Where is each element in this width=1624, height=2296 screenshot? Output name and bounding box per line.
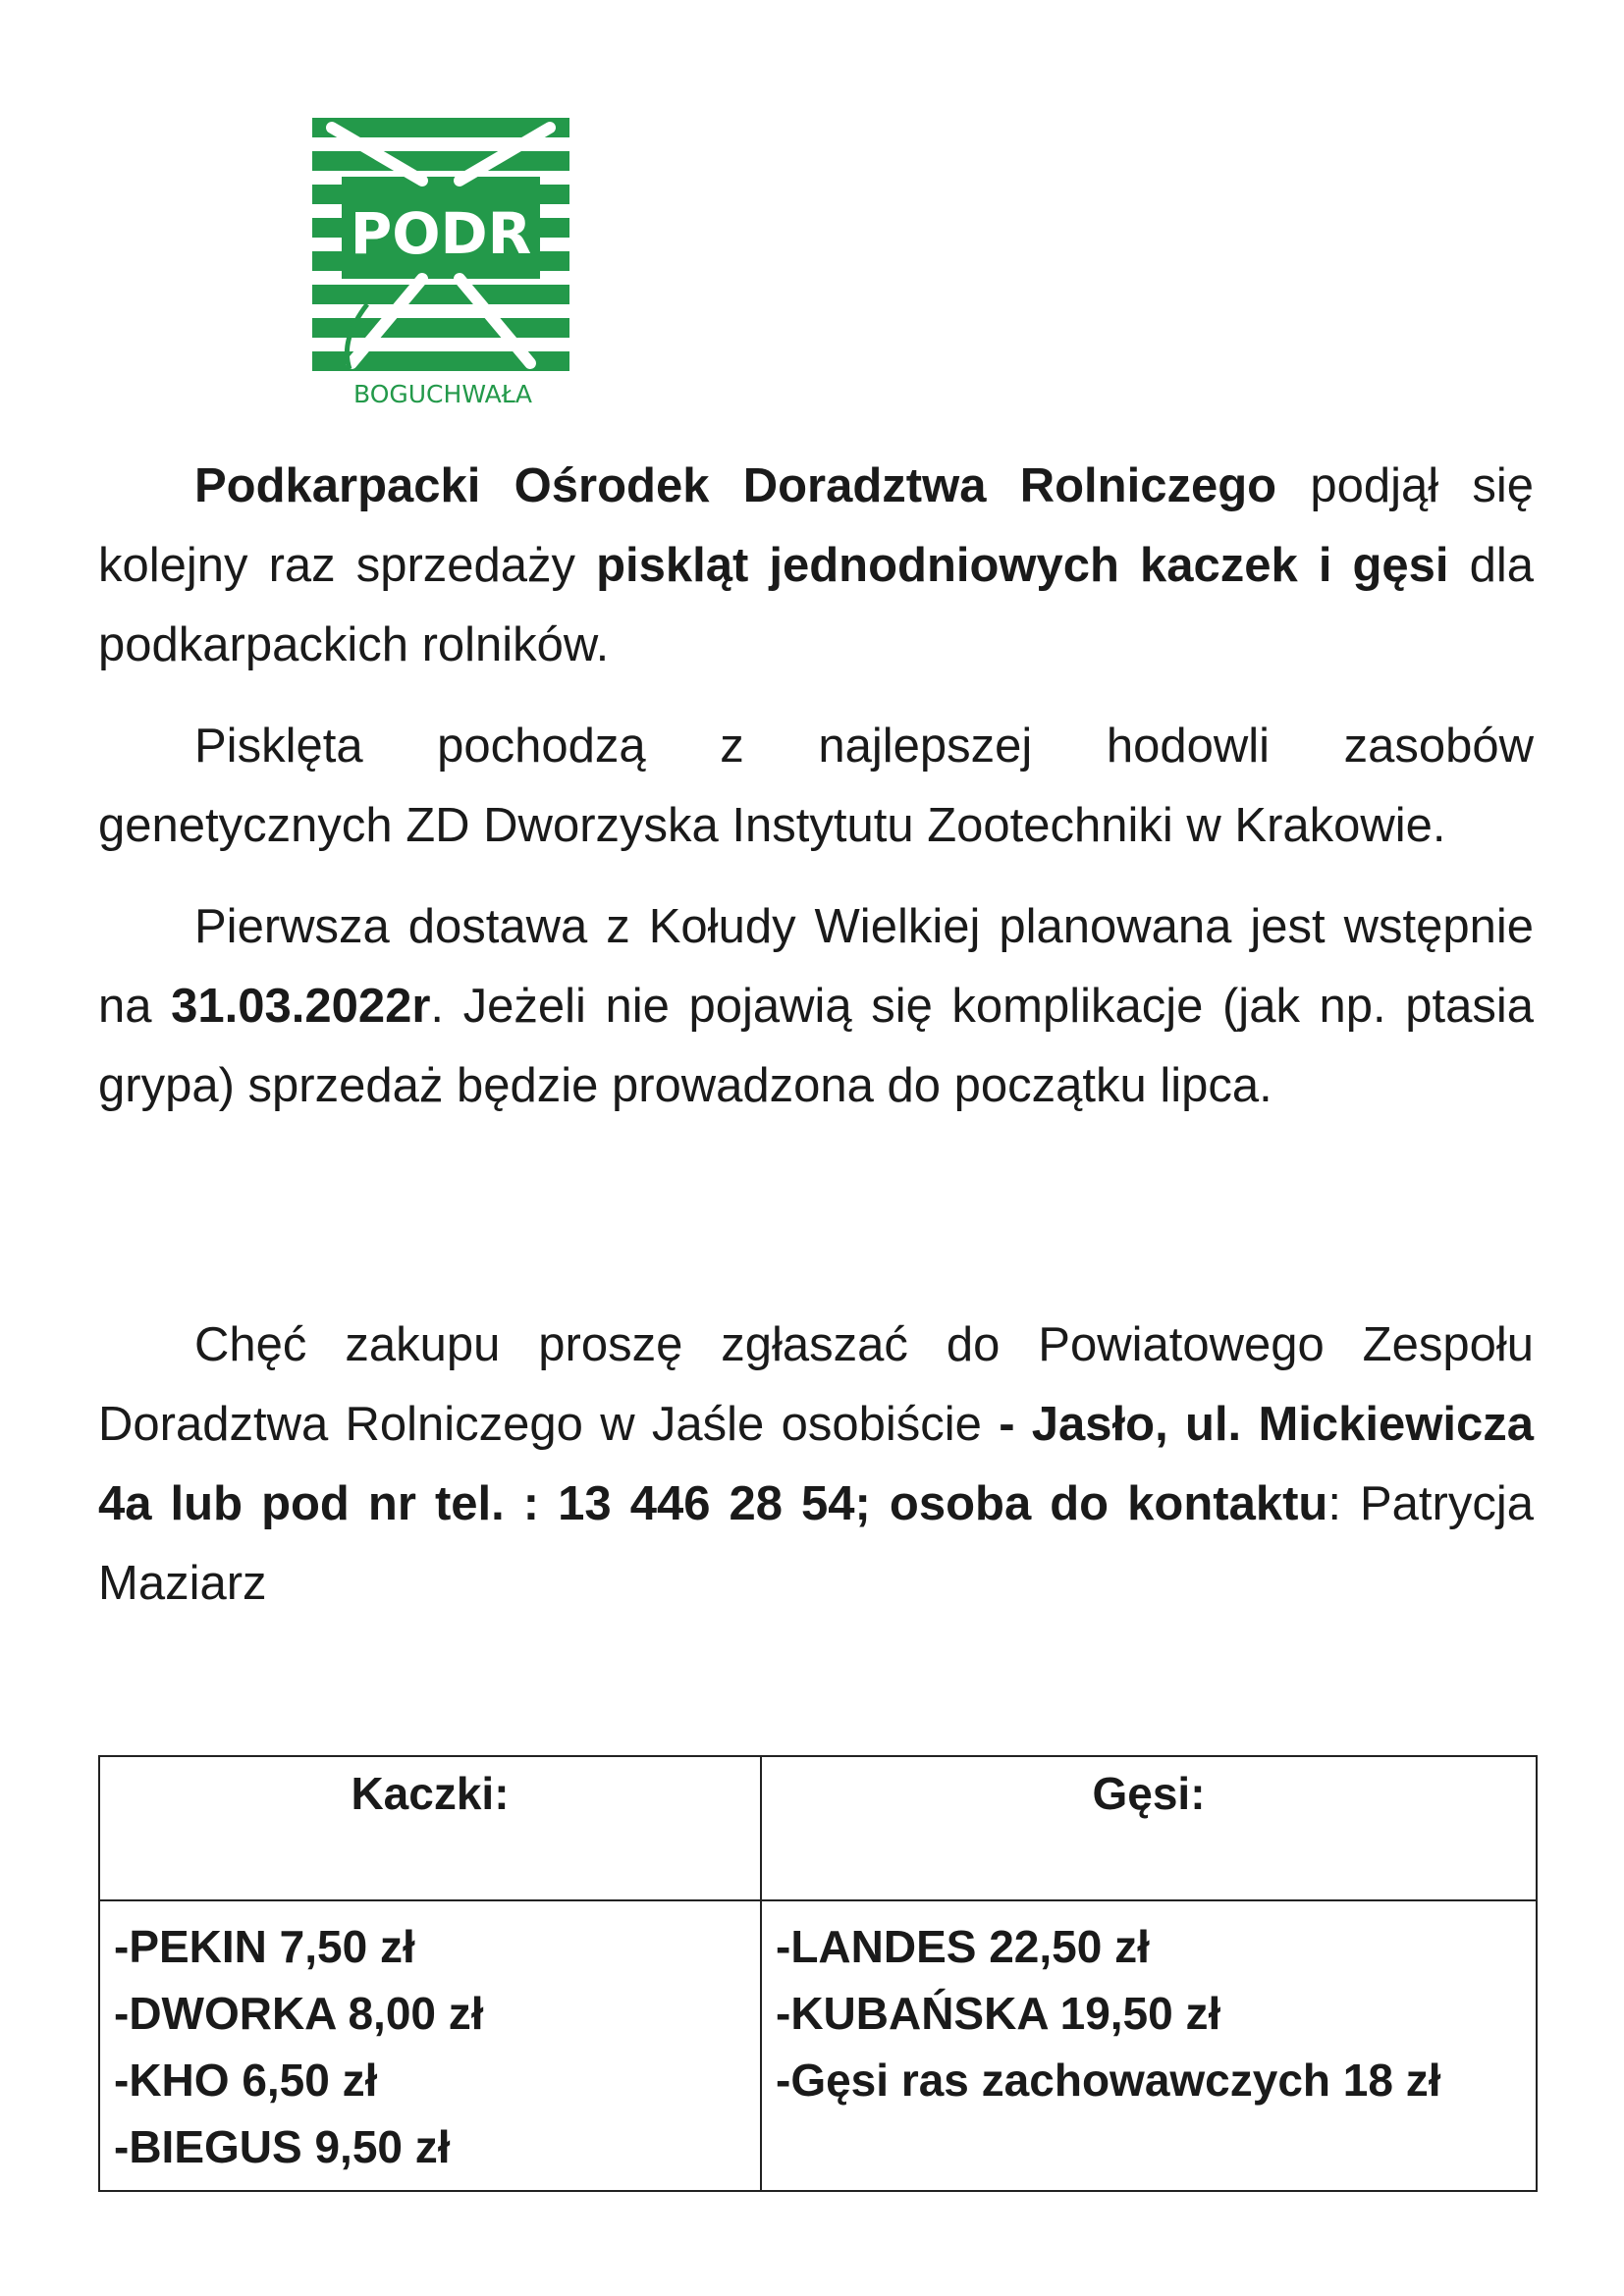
organization-name: Podkarpacki Ośrodek Doradztwa Rolniczego: [194, 459, 1277, 512]
list-item: -KHO 6,50 zł: [114, 2055, 378, 2106]
contact-details: - Jasło, ul. Mickiewicza 4a lub pod nr tel. : 13 446 28 54; osoba do kontaktu: [98, 1398, 1535, 1530]
delivery-paragraph: Pierwsza dostawa z Kołudy Wielkiej planowana jest wstępnie na 31.03.2022r. Jeżeli nie pojawią się komplikacje (jak np. ptasia grypa) sprzedaż będzie prowadzona do początku lipca.: [98, 900, 1534, 1112]
list-item: -LANDES 22,50 zł: [776, 1921, 1150, 1972]
table-header-row: [99, 1756, 1537, 1900]
geese-header: Gęsi:: [761, 1756, 1537, 1900]
list-item: -BIEGUS 9,50 zł: [114, 2121, 451, 2172]
ducks-header: Kaczki:: [99, 1756, 761, 1900]
list-item: -KUBAŃSKA 19,50 zł: [776, 1988, 1221, 2039]
price-table: [98, 1755, 1538, 2192]
podr-logo: [312, 118, 569, 412]
delivery-date: 31.03.2022r: [171, 980, 431, 1033]
contact-paragraph: Chęć zakupu proszę zgłaszać do Powiatowego Zespołu Doradztwa Rolniczego w Jaśle osobiście - Jasło, ul. Mickiewicza 4a lub pod nr tel. : 13 446 28 54; osoba do kontaktu: Patrycja Maziarz: [98, 1318, 1535, 1610]
intro-paragraph: Podkarpacki Ośrodek Doradztwa Rolniczego podjął się kolejny raz sprzedaży piskląt jednodniowych kaczek i gęsi dla podkarpackich rolników.: [98, 459, 1534, 671]
logo-acronym: PODR: [350, 200, 532, 267]
list-item: -DWORKA 8,00 zł: [114, 1988, 484, 2039]
table-row: [99, 1900, 1537, 2191]
origin-paragraph: Pisklęta pochodzą z najlepszej hodowli zasobów genetycznych ZD Dworzyska Instytutu Zootechniki w Krakowie.: [98, 720, 1534, 852]
document-body: [98, 447, 1534, 1624]
product-highlight: piskląt jednodniowych kaczek i gęsi: [596, 539, 1449, 592]
ducks-price-cell: [99, 1900, 761, 2191]
list-item: -PEKIN 7,50 zł: [114, 1921, 415, 1972]
geese-price-cell: [761, 1900, 1537, 2191]
logo-place-name: BOGUCHWAŁA: [353, 380, 532, 408]
list-item: -Gęsi ras zachowawczych 18 zł: [776, 2055, 1441, 2106]
